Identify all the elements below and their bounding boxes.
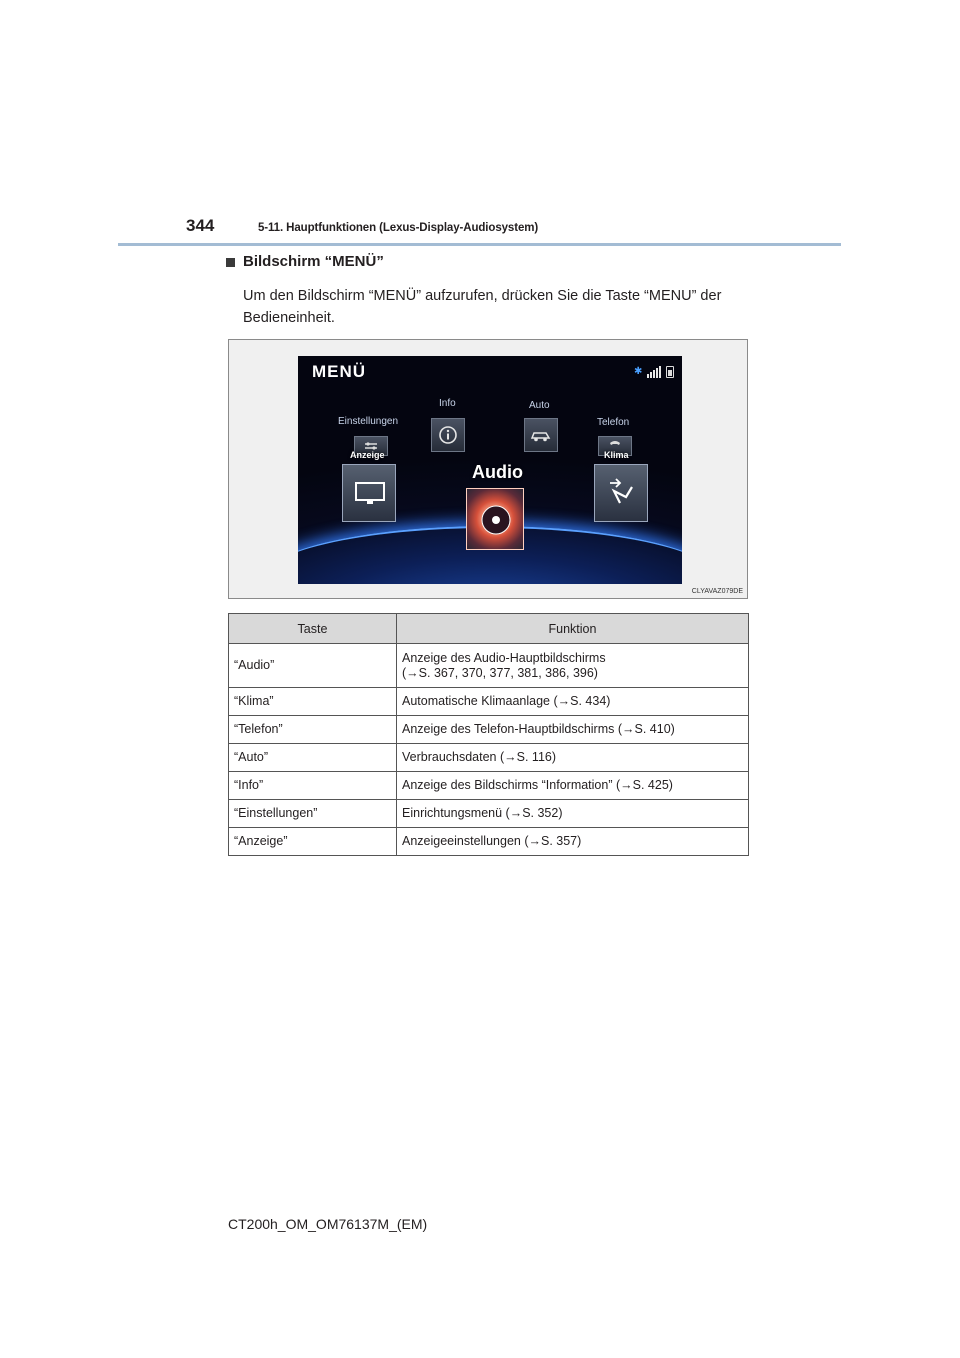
row-value: Anzeigeeinstellungen (→S. 357)	[397, 828, 749, 856]
info-tile[interactable]	[431, 418, 465, 452]
row-value: Einrichtungsmenü (→S. 352)	[397, 800, 749, 828]
label-telefon: Telefon	[597, 417, 630, 428]
row-value: Anzeige des Telefon-Hauptbildschirms (→S. 410)	[397, 716, 749, 744]
auto-tile[interactable]	[524, 418, 558, 452]
table-header-row	[229, 614, 749, 644]
menu-screen-figure	[228, 339, 748, 599]
car-icon	[530, 427, 552, 443]
header-taste: Taste	[229, 614, 397, 644]
table-row	[229, 644, 749, 688]
row-key: “Audio”	[229, 644, 397, 688]
section-bullet-icon	[226, 258, 235, 267]
table-row	[229, 744, 749, 772]
header-funktion: Funktion	[397, 614, 749, 644]
label-auto: Auto	[529, 400, 550, 411]
row-value: Verbrauchsdaten (→S. 116)	[397, 744, 749, 772]
row-key: “Telefon”	[229, 716, 397, 744]
table-row	[229, 716, 749, 744]
row-key: “Einstellungen”	[229, 800, 397, 828]
figure-id: CLYAVAZ079DE	[691, 588, 743, 595]
function-table	[228, 613, 749, 856]
klima-tile[interactable]	[594, 464, 648, 522]
label-info: Info	[439, 398, 456, 409]
label-klima: Klima	[604, 450, 629, 460]
section-title: Bildschirm “MENÜ”	[243, 253, 384, 270]
page-number: 344	[186, 216, 215, 235]
table-row	[229, 772, 749, 800]
disc-icon	[480, 504, 512, 536]
anzeige-tile[interactable]	[342, 464, 396, 522]
battery-icon	[666, 366, 674, 378]
table-row	[229, 688, 749, 716]
label-audio: Audio	[472, 462, 523, 482]
document-code: CT200h_OM_OM76137M_(EM)	[228, 1216, 428, 1232]
info-icon	[438, 425, 458, 445]
row-key: “Info”	[229, 772, 397, 800]
label-einstellungen: Einstellungen	[338, 416, 399, 427]
display-icon	[354, 481, 386, 507]
row-value: Automatische Klimaanlage (→S. 434)	[397, 688, 749, 716]
row-value-line: Anzeige des Audio-Hauptbildschirms	[402, 650, 606, 665]
row-key: “Anzeige”	[229, 828, 397, 856]
header-rule	[118, 243, 841, 246]
signal-icon	[647, 366, 661, 378]
screen-title: MENÜ	[312, 362, 367, 381]
bluetooth-icon: ✱	[634, 366, 643, 377]
section-text: Um den Bildschirm “MENÜ” aufzurufen, drücken Sie die Taste “MENU” der Bedieneinheit.	[243, 288, 722, 326]
status-bar	[634, 366, 674, 378]
label-anzeige: Anzeige	[350, 450, 385, 460]
chapter-title: 5-11. Hauptfunktionen (Lexus-Display-Audiosystem)	[258, 222, 539, 234]
menu-screen	[298, 356, 682, 584]
row-key: “Auto”	[229, 744, 397, 772]
row-key: “Klima”	[229, 688, 397, 716]
audio-tile[interactable]	[466, 488, 524, 550]
climate-seat-icon	[606, 477, 638, 507]
row-value	[397, 644, 749, 688]
table-row	[229, 828, 749, 856]
table-row	[229, 800, 749, 828]
row-value: Anzeige des Bildschirms “Information” (→S. 425)	[397, 772, 749, 800]
row-value-line: (→S. 367, 370, 377, 381, 386, 396)	[402, 665, 598, 680]
